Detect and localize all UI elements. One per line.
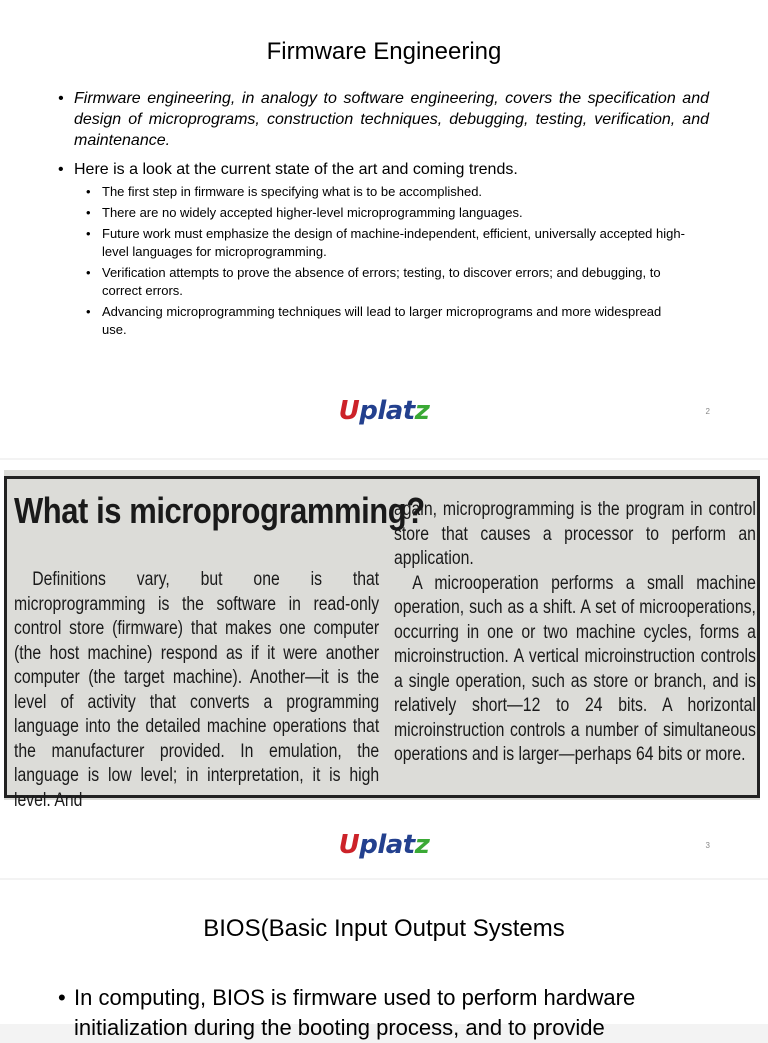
scanned-article-clipping xyxy=(4,470,760,811)
clipping-heading: What is microprogramming? xyxy=(14,490,425,531)
bullet-item: • In computing, BIOS is firmware used to perform hardware initialization during the booting process, and to provide xyxy=(58,983,718,1043)
bullet-list xyxy=(58,983,718,1043)
clipping-left-column xyxy=(14,568,379,813)
sub-bullet-item: • There are no widely accepted higher-level microprogramming languages. xyxy=(86,204,686,222)
bullet-text: Here is a look at the current state of the art and coming trends. xyxy=(74,161,518,178)
slide-number: 3 xyxy=(705,841,710,850)
sub-bullet-item: • Future work must emphasize the design of machine-independent, efficient, universally accepted high-level languages for microprogramming. xyxy=(86,225,686,261)
sub-bullet-list xyxy=(86,183,686,339)
clipping-paragraph: A microoperation performs a small machine operation, such as a shift. A set of microoperations, occurring in one or two machine cycles, forms a microinstruction. A vertical microinstruction controls a single operation, such as store or branch, and is relatively short—12 to 24 bits. A horizontal microinstruction controls a number of simultaneous operations and is larger—perhaps 64 bits or more. xyxy=(394,572,756,765)
clipping-paragraph: Definitions vary, but one is that microprogramming is the software in read-only control store (firmware) that makes one computer (the host machine) respond as if it were another computer (the target machine). Another—it is the level of activity that converts a programming language into the detailed machine operations that the manufacturer provided. In emulation, the language is low level; in interpretation, it is high level. And xyxy=(14,569,380,811)
slide-bios xyxy=(0,880,768,1040)
slide-firmware-engineering xyxy=(0,0,768,458)
slide-number: 2 xyxy=(705,407,710,416)
uplatz-logo: Uplatz xyxy=(338,830,430,860)
bullet-item: • Firmware engineering, in analogy to software engineering, covers the specification and design of microprograms, construction techniques, debugging, testing, verification, and maintenance. xyxy=(58,88,709,151)
slide-title: BIOS(Basic Input Output Systems xyxy=(203,915,565,942)
uplatz-logo: Uplatz xyxy=(338,396,430,426)
clipping-right-column xyxy=(394,498,756,768)
slide-title: Firmware Engineering xyxy=(266,38,502,65)
sub-bullet-item: • Verification attempts to prove the absence of errors; testing, to discover errors; and debugging, to correct errors. xyxy=(86,264,686,300)
bullet-list xyxy=(58,88,709,342)
clipping-paragraph: again, microprogramming is the program in control store that causes a processor to perform an application. xyxy=(394,499,756,569)
slide-microprogramming xyxy=(0,460,768,878)
bullet-item xyxy=(58,159,709,339)
sub-bullet-item: • Advancing microprogramming techniques will lead to larger microprograms and more widespread use. xyxy=(86,303,686,339)
sub-bullet-item: • The first step in firmware is specifying what is to be accomplished. xyxy=(86,183,686,201)
